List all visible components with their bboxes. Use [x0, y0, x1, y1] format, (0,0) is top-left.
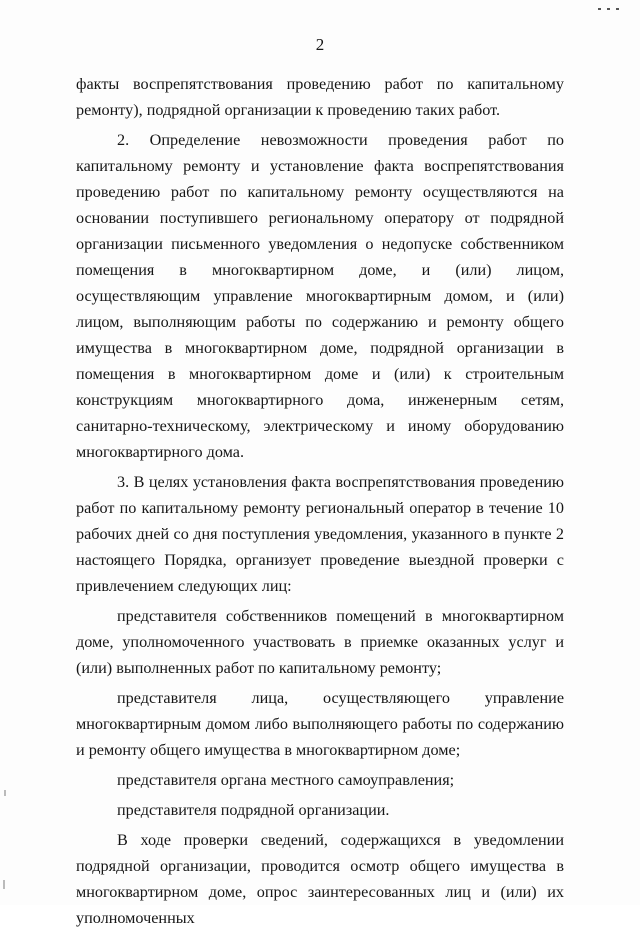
list-item: представителя лица, осуществляющего управление многоквартирным домом либо выполняющего работы по содержанию и ремонту общего имущества в многоквартирном доме; — [76, 689, 564, 759]
scan-corner-mark — [596, 6, 622, 12]
scan-edge-speck — [4, 790, 6, 796]
paragraph-continuation: факты воспрепятствования проведению работ по капитальному ремонту), подрядной организации к проведению таких работ. — [76, 75, 564, 119]
list-item: представителя подрядной организации. — [117, 801, 390, 819]
closing-paragraph: В ходе проверки сведений, содержащихся в уведомлении подрядной организации, проводится осмотр общего имущества в многоквартирном доме, опрос заинтересованных лиц и (или) их уполномоченных — [76, 831, 564, 927]
list-item: представителя органа местного самоуправления; — [117, 771, 455, 789]
paragraph-2: 2. Определение невозможности проведения работ по капитальному ремонту и установление факта воспрепятствования проведению работ по капитальному ремонту осуществляются на основании поступившего региональному оператору от подрядной организации письменного уведомления о недопуске собственником помещения в многоквартирном доме, и (или) лицом, осуществляющим управление многоквартирным домом, и (или) лицом, выполняющим работы по содержанию и ремонту общего имущества в многоквартирном доме, подрядной организации в помещения в многоквартирном доме и (или) к строительным конструкциям многоквартирного дома, инженерным сетям, санитарно-техническому, электрическому и иному оборудованию многоквартирного дома. — [76, 131, 564, 461]
scan-edge-speck — [3, 880, 5, 889]
paragraph-3: 3. В целях установления факта воспрепятствования проведению работ по капитальному ремонту региональный оператор в течение 10 рабочих дней со дня поступления уведомления, указанного в пункте 2 настоящего Порядка, организует проведение выездной проверки с привлечением следующих лиц: — [76, 473, 564, 595]
page-number: 2 — [315, 35, 325, 54]
list-item: представителя собственников помещений в многоквартирном доме, уполномоченного участвовать в приемке оказанных услуг и (или) выполненных работ по капитальному ремонту; — [76, 607, 564, 677]
document-body — [76, 71, 564, 931]
